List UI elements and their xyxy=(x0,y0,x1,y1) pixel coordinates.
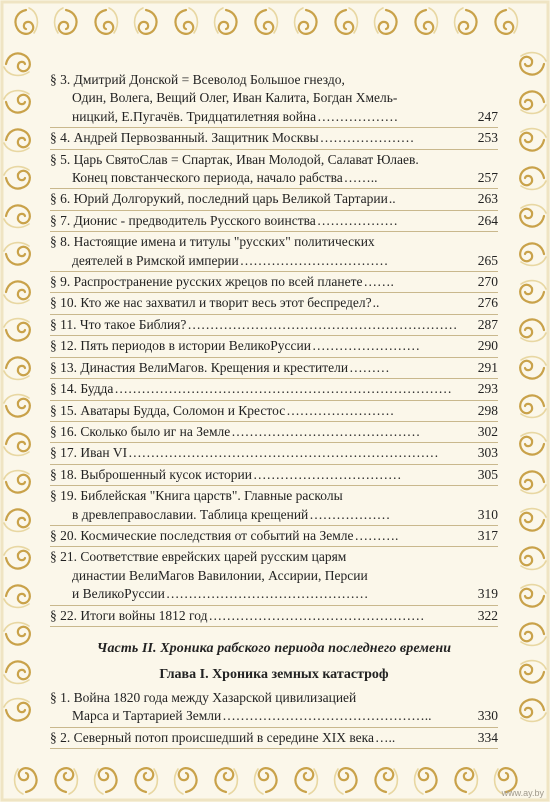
toc-entry-title: § 8. Настоящие имена и титулы "русских" политических xyxy=(50,234,375,250)
entry-divider xyxy=(50,378,498,379)
toc-page-number: 330 xyxy=(477,708,498,724)
toc-entry-title: § 9. Распространение русских жрецов по всей планете xyxy=(50,274,363,290)
toc-leader-dots: ……………… xyxy=(317,108,399,124)
ornament-icon xyxy=(175,8,197,34)
toc-entry-title: § 7. Дионис - предводитель Русского воинства xyxy=(50,212,316,228)
entry-divider xyxy=(50,210,498,211)
toc-entry-title: § 12. Пять периодов в истории ВеликоРуссии xyxy=(50,338,311,354)
toc-leader-dots: ……………………………………….. xyxy=(222,708,432,724)
toc-page-number: 322 xyxy=(477,607,498,623)
toc-entry[interactable] xyxy=(50,151,498,188)
entry-divider xyxy=(50,442,498,443)
toc-leader-dots: .. xyxy=(388,191,396,207)
toc-entry[interactable] xyxy=(50,548,498,603)
ornament-icon xyxy=(520,281,546,303)
toc-list xyxy=(50,71,498,627)
ornament-icon xyxy=(215,768,237,794)
entry-divider xyxy=(50,485,498,486)
ornament-icon xyxy=(4,129,30,151)
toc-entry-title: Один, Волега, Вещий Олег, Иван Калита, Богдан Хмель- xyxy=(72,90,398,106)
toc-entry-title: деятелей в Римской империи xyxy=(72,252,239,268)
ornament-icon xyxy=(215,8,237,34)
toc-entry[interactable] xyxy=(50,212,498,230)
ornament-icon xyxy=(4,547,30,569)
ornament-icon xyxy=(95,768,117,794)
toc-entry-title: § 13. Династия ВелиМагов. Крещения и крестители xyxy=(50,359,349,375)
toc-entry[interactable] xyxy=(50,337,498,355)
ornament-icon xyxy=(4,585,30,607)
toc-entry[interactable] xyxy=(50,729,498,747)
toc-entry-title: § 5. Царь СвятоСлав = Спартак, Иван Молодой, Салават Юлаев. xyxy=(50,151,419,167)
toc-leader-dots: ………. xyxy=(354,527,399,543)
toc-entry-title: § 15. Аватары Будда, Соломон и Крестос xyxy=(50,402,286,418)
toc-entry-title: § 21. Соответствие еврейских царей русским царям xyxy=(50,549,347,565)
toc-entry-title: § 4. Андрей Первозванный. Защитник Москвы xyxy=(50,130,319,146)
ornament-icon xyxy=(520,433,546,455)
ornament-icon xyxy=(4,281,30,303)
ornament-icon xyxy=(55,768,77,794)
table-of-contents xyxy=(50,71,498,750)
toc-page-number: 293 xyxy=(477,381,498,397)
entry-divider xyxy=(50,335,498,336)
toc-leader-dots: ……………………………………… xyxy=(165,586,369,602)
toc-page-number: 303 xyxy=(477,445,498,461)
toc-entry[interactable] xyxy=(50,466,498,484)
toc-leader-dots: ……. xyxy=(363,274,394,290)
ornament-icon xyxy=(4,661,30,683)
ornament-icon xyxy=(520,91,546,113)
ornament-icon xyxy=(4,433,30,455)
toc-leader-dots: ……………… xyxy=(316,212,398,228)
ornament-icon xyxy=(135,8,157,34)
ornament-icon xyxy=(55,8,77,34)
ornament-icon xyxy=(4,53,30,75)
toc-leader-dots: …………………………… xyxy=(253,466,402,482)
ornament-icon xyxy=(295,768,317,794)
toc-page-number: 302 xyxy=(477,423,498,439)
toc-entry-title: § 19. Библейская "Книга царств". Главные расколы xyxy=(50,488,343,504)
ornament-icon xyxy=(335,768,357,794)
ornament-icon xyxy=(4,319,30,341)
ornament-icon xyxy=(455,8,477,34)
ornament-icon xyxy=(4,509,30,531)
toc-leader-dots: …………………………………………………………… xyxy=(128,445,439,461)
entry-divider xyxy=(50,292,498,293)
toc-page-number: 334 xyxy=(477,729,498,745)
ornament-icon xyxy=(520,623,546,645)
ornament-icon xyxy=(4,357,30,379)
ornament-icon xyxy=(520,129,546,151)
ornament-icon xyxy=(4,623,30,645)
chapter-list xyxy=(50,689,498,749)
entry-divider xyxy=(50,727,498,728)
toc-entry[interactable] xyxy=(50,129,498,147)
toc-entry[interactable] xyxy=(50,294,498,312)
entry-divider xyxy=(50,231,498,232)
ornament-icon xyxy=(495,8,517,34)
toc-entry-title: § 11. Что такое Библия? xyxy=(50,316,187,332)
toc-entry[interactable] xyxy=(50,444,498,462)
toc-entry-title: § 20. Космические последствия от событий на Земле xyxy=(50,527,354,543)
entry-divider xyxy=(50,605,498,606)
ornament-icon xyxy=(4,91,30,113)
ornament-icon xyxy=(255,8,277,34)
toc-entry-title: в древлеправославии. Таблица крещений xyxy=(72,506,309,522)
toc-entry[interactable] xyxy=(50,380,498,398)
ornament-icon xyxy=(335,8,357,34)
toc-entry-title: Марса и Тартарией Земли xyxy=(72,708,222,724)
toc-entry-title: § 6. Юрий Долгорукий, последний царь Великой Тартарии xyxy=(50,191,388,207)
toc-entry[interactable] xyxy=(50,273,498,291)
ornament-icon xyxy=(415,8,437,34)
ornament-icon xyxy=(520,547,546,569)
ornament-icon xyxy=(95,8,117,34)
toc-page-number: 276 xyxy=(477,295,498,311)
entry-divider xyxy=(50,546,498,547)
entry-divider xyxy=(50,464,498,465)
ornament-icon xyxy=(520,357,546,379)
ornament-icon xyxy=(175,768,197,794)
toc-entry-title: § 22. Итоги войны 1812 год xyxy=(50,607,208,623)
ornament-icon xyxy=(4,471,30,493)
chapter-heading: Глава I. Хроника земных катастроф xyxy=(159,666,389,682)
entry-divider xyxy=(50,421,498,422)
ornament-icon xyxy=(4,243,30,265)
toc-entry-title: § 1. Война 1820 года между Хазарской цивилизацией xyxy=(50,689,357,705)
toc-page-number: 298 xyxy=(477,402,498,418)
toc-page-number: 319 xyxy=(477,586,498,602)
toc-leader-dots: .. xyxy=(372,295,380,311)
toc-entry-title: § 2. Северный потоп происшедший в середине XIX века xyxy=(50,729,374,745)
ornament-icon xyxy=(520,319,546,341)
toc-leader-dots: …………………… xyxy=(286,402,395,418)
ornament-icon xyxy=(375,8,397,34)
entry-divider xyxy=(50,314,498,315)
toc-page-number: 247 xyxy=(477,108,498,124)
toc-entry-title: § 3. Дмитрий Донской = Всеволод Большое гнездо, xyxy=(50,72,345,87)
toc-entry-title: Конец повстанческого периода, начало рабства xyxy=(72,170,343,186)
entry-divider xyxy=(50,400,498,401)
toc-entry[interactable] xyxy=(50,233,498,270)
toc-page-number: 290 xyxy=(477,338,498,354)
toc-page-number: 253 xyxy=(477,130,498,146)
toc-entry[interactable] xyxy=(50,359,498,377)
toc-entry-title: § 16. Сколько было иг на Земле xyxy=(50,423,231,439)
toc-leader-dots: …………………………… xyxy=(239,252,389,268)
toc-page-number: 310 xyxy=(477,506,498,522)
ornament-icon xyxy=(375,768,397,794)
ornament-icon xyxy=(520,53,546,75)
toc-leader-dots: …………………… xyxy=(311,338,420,354)
ornament-icon xyxy=(15,8,37,34)
toc-leader-dots: …………………………………………………… xyxy=(187,316,458,332)
ornament-icon xyxy=(4,699,30,721)
toc-entry[interactable] xyxy=(50,71,498,126)
toc-entry-title: и ВеликоРуссии xyxy=(72,586,165,602)
entry-divider xyxy=(50,271,498,272)
toc-entry[interactable] xyxy=(50,607,498,625)
part-heading: Часть II. Хроника рабского периода последнего времени xyxy=(96,640,452,656)
toc-page-number: 287 xyxy=(477,316,498,332)
ornament-icon xyxy=(520,585,546,607)
ornament-icon xyxy=(520,167,546,189)
toc-entry-title: ницкий, Е.Пугачёв. Тридцатилетняя война xyxy=(72,108,317,124)
toc-entry-title: § 10. Кто же нас захватил и творит весь этот беспредел? xyxy=(50,295,372,311)
ornament-icon xyxy=(255,768,277,794)
entry-divider xyxy=(50,525,498,526)
entry-divider xyxy=(50,626,498,627)
ornament-icon xyxy=(520,661,546,683)
toc-leader-dots: ………………………………………………………………… xyxy=(114,381,452,397)
toc-page-number: 270 xyxy=(477,274,498,290)
ornament-icon xyxy=(135,768,157,794)
toc-entry-title: § 17. Иван VI xyxy=(50,445,128,461)
toc-entry[interactable] xyxy=(50,487,498,524)
toc-entry[interactable] xyxy=(50,190,498,208)
ornament-icon xyxy=(4,167,30,189)
toc-page-number: 263 xyxy=(477,191,498,207)
toc-entry[interactable] xyxy=(50,689,498,726)
toc-entry-title: § 18. Выброшенный кусок истории xyxy=(50,466,253,482)
toc-entry-title: династии ВелиМагов Вавилонии, Ассирии, Персии xyxy=(72,567,368,583)
ornament-icon xyxy=(520,699,546,721)
toc-page-number: 264 xyxy=(477,212,498,228)
toc-page-number: 257 xyxy=(477,170,498,186)
toc-leader-dots: ….. xyxy=(374,729,396,745)
watermark: www.ay.by xyxy=(501,788,544,798)
toc-leader-dots: …….. xyxy=(343,170,378,186)
ornament-icon xyxy=(4,395,30,417)
toc-page-number: 265 xyxy=(477,252,498,268)
toc-leader-dots: ……………… xyxy=(309,506,391,522)
toc-entry[interactable] xyxy=(50,316,498,334)
ornament-icon xyxy=(520,395,546,417)
entry-divider xyxy=(50,149,498,150)
toc-page-number: 317 xyxy=(477,527,498,543)
toc-entry[interactable] xyxy=(50,402,498,420)
toc-entry[interactable] xyxy=(50,527,498,545)
ornament-icon xyxy=(520,509,546,531)
ornament-icon xyxy=(520,205,546,227)
toc-leader-dots: ………………… xyxy=(319,130,415,146)
ornament-icon xyxy=(520,243,546,265)
ornament-icon xyxy=(4,205,30,227)
ornament-icon xyxy=(295,8,317,34)
toc-entry-title: § 14. Будда xyxy=(50,381,114,397)
ornament-icon xyxy=(15,768,37,794)
entry-divider xyxy=(50,357,498,358)
toc-leader-dots: ………………………………………… xyxy=(208,607,425,623)
toc-leader-dots: …………………………………… xyxy=(231,423,421,439)
toc-leader-dots: ……… xyxy=(349,359,390,375)
ornament-icon xyxy=(455,768,477,794)
ornament-icon xyxy=(520,471,546,493)
entry-divider xyxy=(50,748,498,749)
ornament-icon xyxy=(415,768,437,794)
toc-page-number: 305 xyxy=(477,466,498,482)
entry-divider xyxy=(50,127,498,128)
toc-page-number: 291 xyxy=(477,359,498,375)
toc-entry[interactable] xyxy=(50,423,498,441)
entry-divider xyxy=(50,188,498,189)
